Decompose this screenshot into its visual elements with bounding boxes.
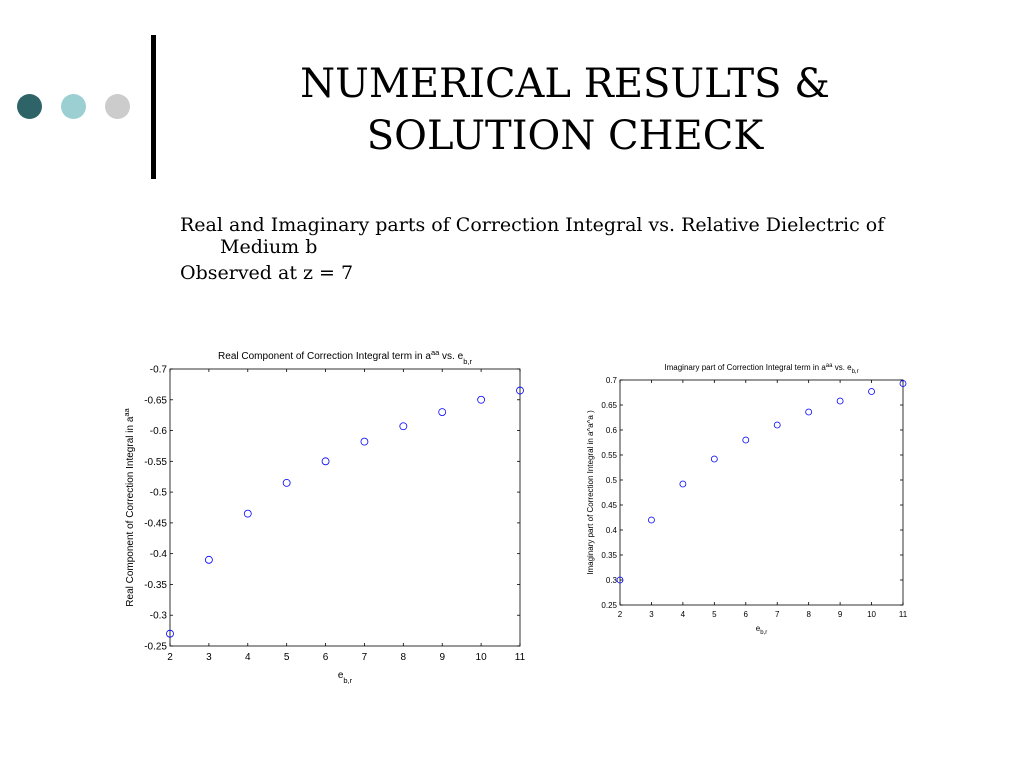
x-tick-label: 9 <box>439 652 446 663</box>
y-tick-label: -0.7 <box>149 364 167 376</box>
dot-light-teal <box>61 94 86 119</box>
x-tick-label: 10 <box>475 652 487 663</box>
plot-frame <box>620 380 903 605</box>
x-tick-label: 4 <box>680 610 686 619</box>
x-tick-label: 7 <box>774 610 780 619</box>
y-tick-label: 0.55 <box>601 450 617 460</box>
dot-dark-teal <box>17 94 42 119</box>
y-tick-label: -0.25 <box>144 641 167 653</box>
slide-title <box>170 58 960 162</box>
y-tick-label: 0.5 <box>605 475 617 485</box>
bullet-description: Real and Imaginary parts of Correction Integral vs. Relative Dielectric of Medium b <box>180 214 885 258</box>
x-tick-label: 2 <box>167 652 173 663</box>
x-tick-label: 6 <box>743 610 749 619</box>
x-tick-label: 2 <box>617 610 623 619</box>
y-tick-label: 0.6 <box>605 425 617 435</box>
x-tick-label: 11 <box>898 610 908 619</box>
title-divider <box>151 35 156 179</box>
x-tick-label: 8 <box>400 652 407 663</box>
y-axis-label: Real Component of Correction Integral in $a^{aa}$ <box>121 408 136 607</box>
y-tick-label: -0.45 <box>144 518 167 530</box>
x-tick-label: 3 <box>206 652 212 663</box>
bullet-list <box>180 214 960 288</box>
x-tick-label: 8 <box>806 610 811 619</box>
y-tick-label: 0.25 <box>601 600 617 610</box>
y-tick-label: 0.65 <box>601 400 617 410</box>
y-tick-label: -0.3 <box>149 610 167 622</box>
y-axis-label: Imaginary part of Correction Integral in a^a^a ) <box>586 410 595 575</box>
decorative-dots <box>17 94 133 120</box>
x-tick-label: 7 <box>361 652 368 663</box>
y-tick-label: 0.4 <box>605 525 617 535</box>
bullet-observation: Observed at z = 7 <box>180 262 354 284</box>
y-tick-label: -0.6 <box>149 426 167 438</box>
x-tick-label: 5 <box>712 610 717 619</box>
y-tick-label: -0.55 <box>144 456 167 468</box>
x-tick-label: 10 <box>867 610 877 619</box>
plot-frame <box>170 369 520 646</box>
y-tick-label: 0.45 <box>601 500 617 510</box>
y-tick-label: 0.7 <box>605 375 617 385</box>
y-tick-label: -0.4 <box>149 549 167 561</box>
y-tick-label: 0.35 <box>601 550 617 560</box>
dot-gray <box>105 94 130 119</box>
x-axis-label: $e_{b,r}$ <box>755 624 768 636</box>
real-component-chart <box>110 335 540 685</box>
x-tick-label: 4 <box>244 652 251 663</box>
slide-title-line2: SOLUTION CHECK <box>366 113 764 159</box>
x-tick-label: 6 <box>322 652 329 663</box>
x-tick-label: 3 <box>649 610 654 619</box>
x-tick-label: 5 <box>283 652 290 663</box>
y-tick-label: 0.3 <box>605 575 617 585</box>
chart-title: Imaginary part of Correction Integral term in $a^{aa}$ vs. $e_{b,r}$ <box>664 363 859 375</box>
y-tick-label: -0.5 <box>149 487 167 499</box>
x-tick-label: 11 <box>514 652 526 663</box>
x-axis-label: $e_{b,r}$ <box>337 670 353 685</box>
imaginary-part-chart <box>575 352 925 642</box>
y-tick-label: -0.35 <box>144 579 167 591</box>
slide-title-line1: NUMERICAL RESULTS & <box>300 61 830 107</box>
y-tick-label: -0.65 <box>144 395 167 407</box>
x-tick-label: 9 <box>837 610 843 619</box>
chart-title: Real Component of Correction Integral term in $a^{aa}$ vs. $e_{b,r}$ <box>218 347 472 366</box>
